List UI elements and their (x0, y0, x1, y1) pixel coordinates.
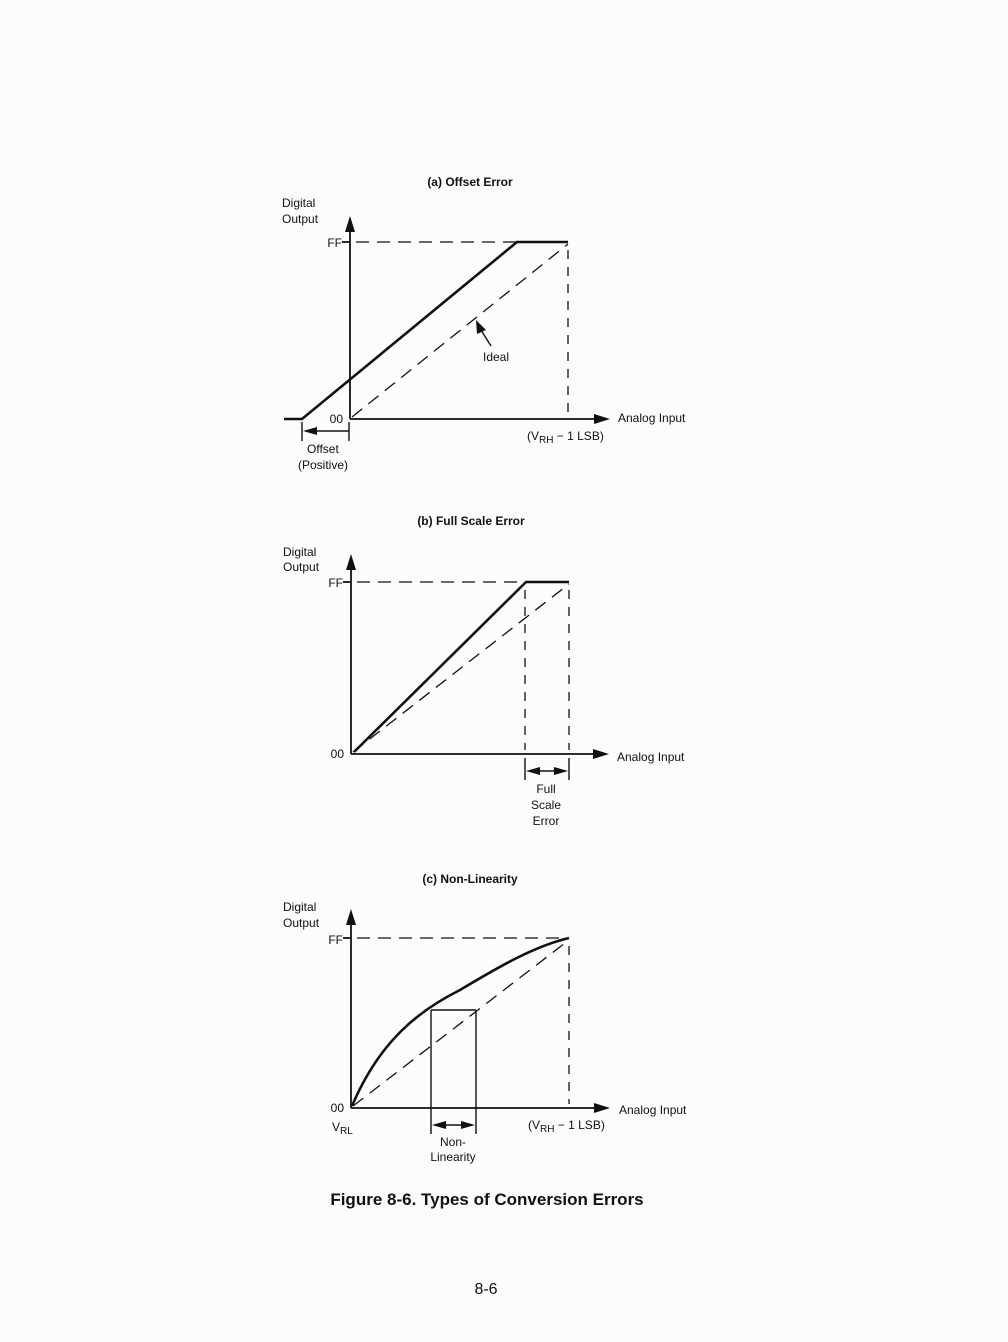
panel-c-y-label-line1: Digital (283, 900, 317, 914)
panel-a-x-label: Analog Input (618, 411, 686, 425)
panel-a-offset-label-line1: Offset (307, 442, 339, 456)
panel-non-linearity (283, 872, 687, 1164)
panel-a-title: (a) Offset Error (427, 175, 513, 189)
figure-caption: Figure 8-6. Types of Conversion Errors (330, 1190, 644, 1209)
panel-b-ideal-line (353, 584, 569, 752)
panel-b-fs-label-line3: Error (532, 814, 560, 828)
panel-b-ff-tick: FF (328, 576, 343, 590)
panel-a-00-tick: 00 (329, 412, 343, 426)
panel-c-x-end-label: ($V_{RH} - 1$ LSB) (528, 1118, 605, 1135)
panel-c-ff-tick: FF (328, 933, 343, 947)
panel-b-fs-label-line1: Full (536, 782, 556, 796)
panel-a-ideal-line (352, 244, 568, 417)
panel-c-nl-right-arrow-icon (461, 1121, 475, 1129)
panel-a-x-arrow-icon (594, 414, 610, 424)
panel-a-offset-arrow-icon (303, 427, 317, 435)
panel-b-fs-label-line2: Scale (530, 798, 562, 812)
panel-b-title: (b) Full Scale Error (417, 514, 525, 528)
panel-c-x-arrow-icon (594, 1103, 610, 1113)
panel-full-scale-error (283, 514, 685, 828)
panel-a-ideal-label: Ideal (483, 350, 510, 364)
panel-c-y-label-line2: Output (283, 916, 320, 930)
panel-c-actual-curve (352, 938, 569, 1106)
panel-a-y-label-line1: Digital (282, 196, 316, 210)
panel-c-title: (c) Non-Linearity (422, 872, 518, 886)
panel-b-y-label-line1: Digital (283, 545, 317, 559)
panel-b-fs-left-arrow-icon (526, 767, 540, 775)
panel-b-x-label: Analog Input (617, 750, 685, 764)
panel-a-y-arrow-icon (345, 216, 355, 232)
panel-a-ideal-arrow-icon (476, 320, 486, 334)
panel-c-nl-left-arrow-icon (432, 1121, 446, 1129)
panel-c-nl-label-line2: Linearity (430, 1150, 476, 1164)
panel-b-fs-right-arrow-icon (554, 767, 568, 775)
panel-b-y-label-line2: Output (283, 560, 320, 574)
panel-c-nl-label-line1: Non- (439, 1135, 467, 1149)
panel-a-x-end-label: ($V_{RH} - 1$ LSB) (527, 429, 604, 446)
panel-c-00-tick: 00 (330, 1101, 344, 1115)
panel-c-y-arrow-icon (346, 909, 356, 925)
panel-a-y-label-line2: Output (282, 212, 319, 226)
panel-b-x-arrow-icon (593, 749, 609, 759)
panel-b-y-arrow-icon (346, 554, 356, 570)
page-number: 8-6 (474, 1281, 498, 1298)
panel-c-x-label: Analog Input (619, 1103, 687, 1117)
panel-offset-error (282, 175, 686, 472)
panel-a-ff-tick: FF (327, 236, 342, 250)
panel-c-ideal-line (353, 940, 569, 1106)
panel-a-offset-label-line2: (Positive) (298, 458, 349, 472)
panel-c-x-start-label: $V_{RL}$ (332, 1120, 353, 1137)
panel-b-00-tick: 00 (330, 747, 344, 761)
panel-a-actual-line (284, 242, 568, 419)
